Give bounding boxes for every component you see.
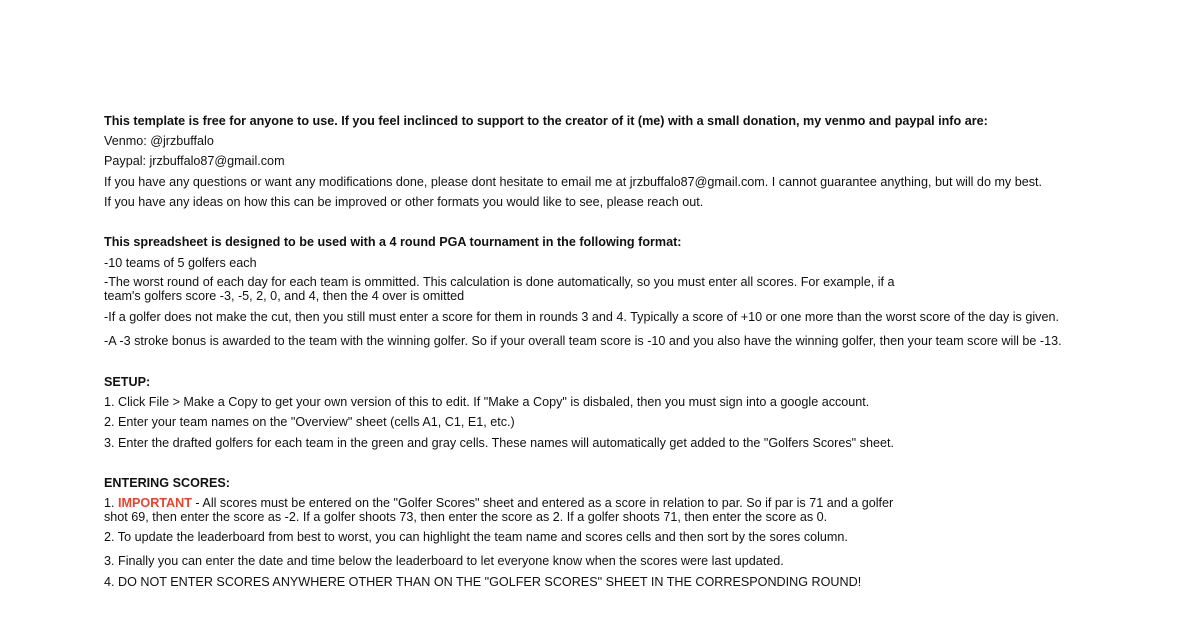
entering-step-1-prefix: 1. — [104, 495, 119, 510]
entering-step-1-row — [104, 494, 1104, 524]
ideas-line: If you have any ideas on how this can be improved or other formats you would like to see, please reach out. — [104, 194, 704, 209]
entering-step-2: 2. To update the leaderboard from best to worst, you can highlight the team name and scores cells and then sort by the sores column. — [104, 530, 848, 545]
entering-heading: ENTERING SCORES: — [104, 476, 230, 491]
setup-step-1: 1. Click File > Make a Copy to get your own version of this to edit. If "Make a Copy" is disbaled, then you must sign into a google account. — [104, 394, 870, 409]
spacer — [104, 212, 1104, 232]
document-body — [104, 111, 1104, 592]
intro-heading: This template is free for anyone to use. If you feel inclinced to support to the creator of it (me) with a small donation, my venmo and paypal info are: — [104, 113, 988, 128]
format-cut: -If a golfer does not make the cut, then you still must enter a score for them in rounds 3 and 4. Typically a score of +10 or one more than the worst score of the day is given. — [104, 309, 1059, 324]
important-label: IMPORTANT — [118, 495, 192, 510]
format-worst-round-row — [104, 273, 1104, 303]
setup-step-2: 2. Enter your team names on the "Overview" sheet (cells A1, C1, E1, etc.) — [104, 415, 515, 430]
entering-step-4: 4. DO NOT ENTER SCORES ANYWHERE OTHER THAN ON THE "GOLFER SCORES" SHEET IN THE CORRESPONDING ROUND! — [104, 574, 862, 589]
format-teams: -10 teams of 5 golfers each — [104, 255, 257, 270]
entering-step-1 — [104, 496, 904, 524]
format-heading: This spreadsheet is designed to be used with a 4 round PGA tournament in the following format: — [104, 235, 682, 250]
entering-step-1-text: - All scores must be entered on the "Golfer Scores" sheet and entered as a score in relation to par. So if par is 71 and a golfer shot 69, then enter the score as -2. If a golfer shoots 73, then enter the score as 2. If a golfer shoots 71, then enter the score as 0. — [104, 495, 894, 524]
setup-step-3: 3. Enter the drafted golfers for each team in the green and gray cells. These names will automatically get added to the "Golfers Scores" sheet. — [104, 435, 894, 450]
format-worst-round: -The worst round of each day for each team is ommitted. This calculation is done automatically, so you must enter all scores. For example, if a team's golfers score -3, -5, 2, 0, and 4, then the 4 over is omitted — [104, 275, 895, 304]
venmo-line: Venmo: @jrzbuffalo — [104, 133, 214, 148]
entering-step-3: 3. Finally you can enter the date and time below the leaderboard to let everyone know when the scores were last updated. — [104, 554, 784, 569]
spacer — [104, 453, 1104, 473]
format-bonus: -A -3 stroke bonus is awarded to the team with the winning golfer. So if your overall team score is -10 and you also have the winning golfer, then your team score will be -13. — [104, 334, 1062, 349]
questions-line: If you have any questions or want any modifications done, please dont hesitate to email me at jrzbuffalo87@gmail.com. I cannot guarantee anything, but will do my best. — [104, 174, 1043, 189]
spacer — [104, 352, 1104, 372]
setup-heading: SETUP: — [104, 374, 151, 389]
paypal-line: Paypal: jrzbuffalo87@gmail.com — [104, 154, 285, 169]
